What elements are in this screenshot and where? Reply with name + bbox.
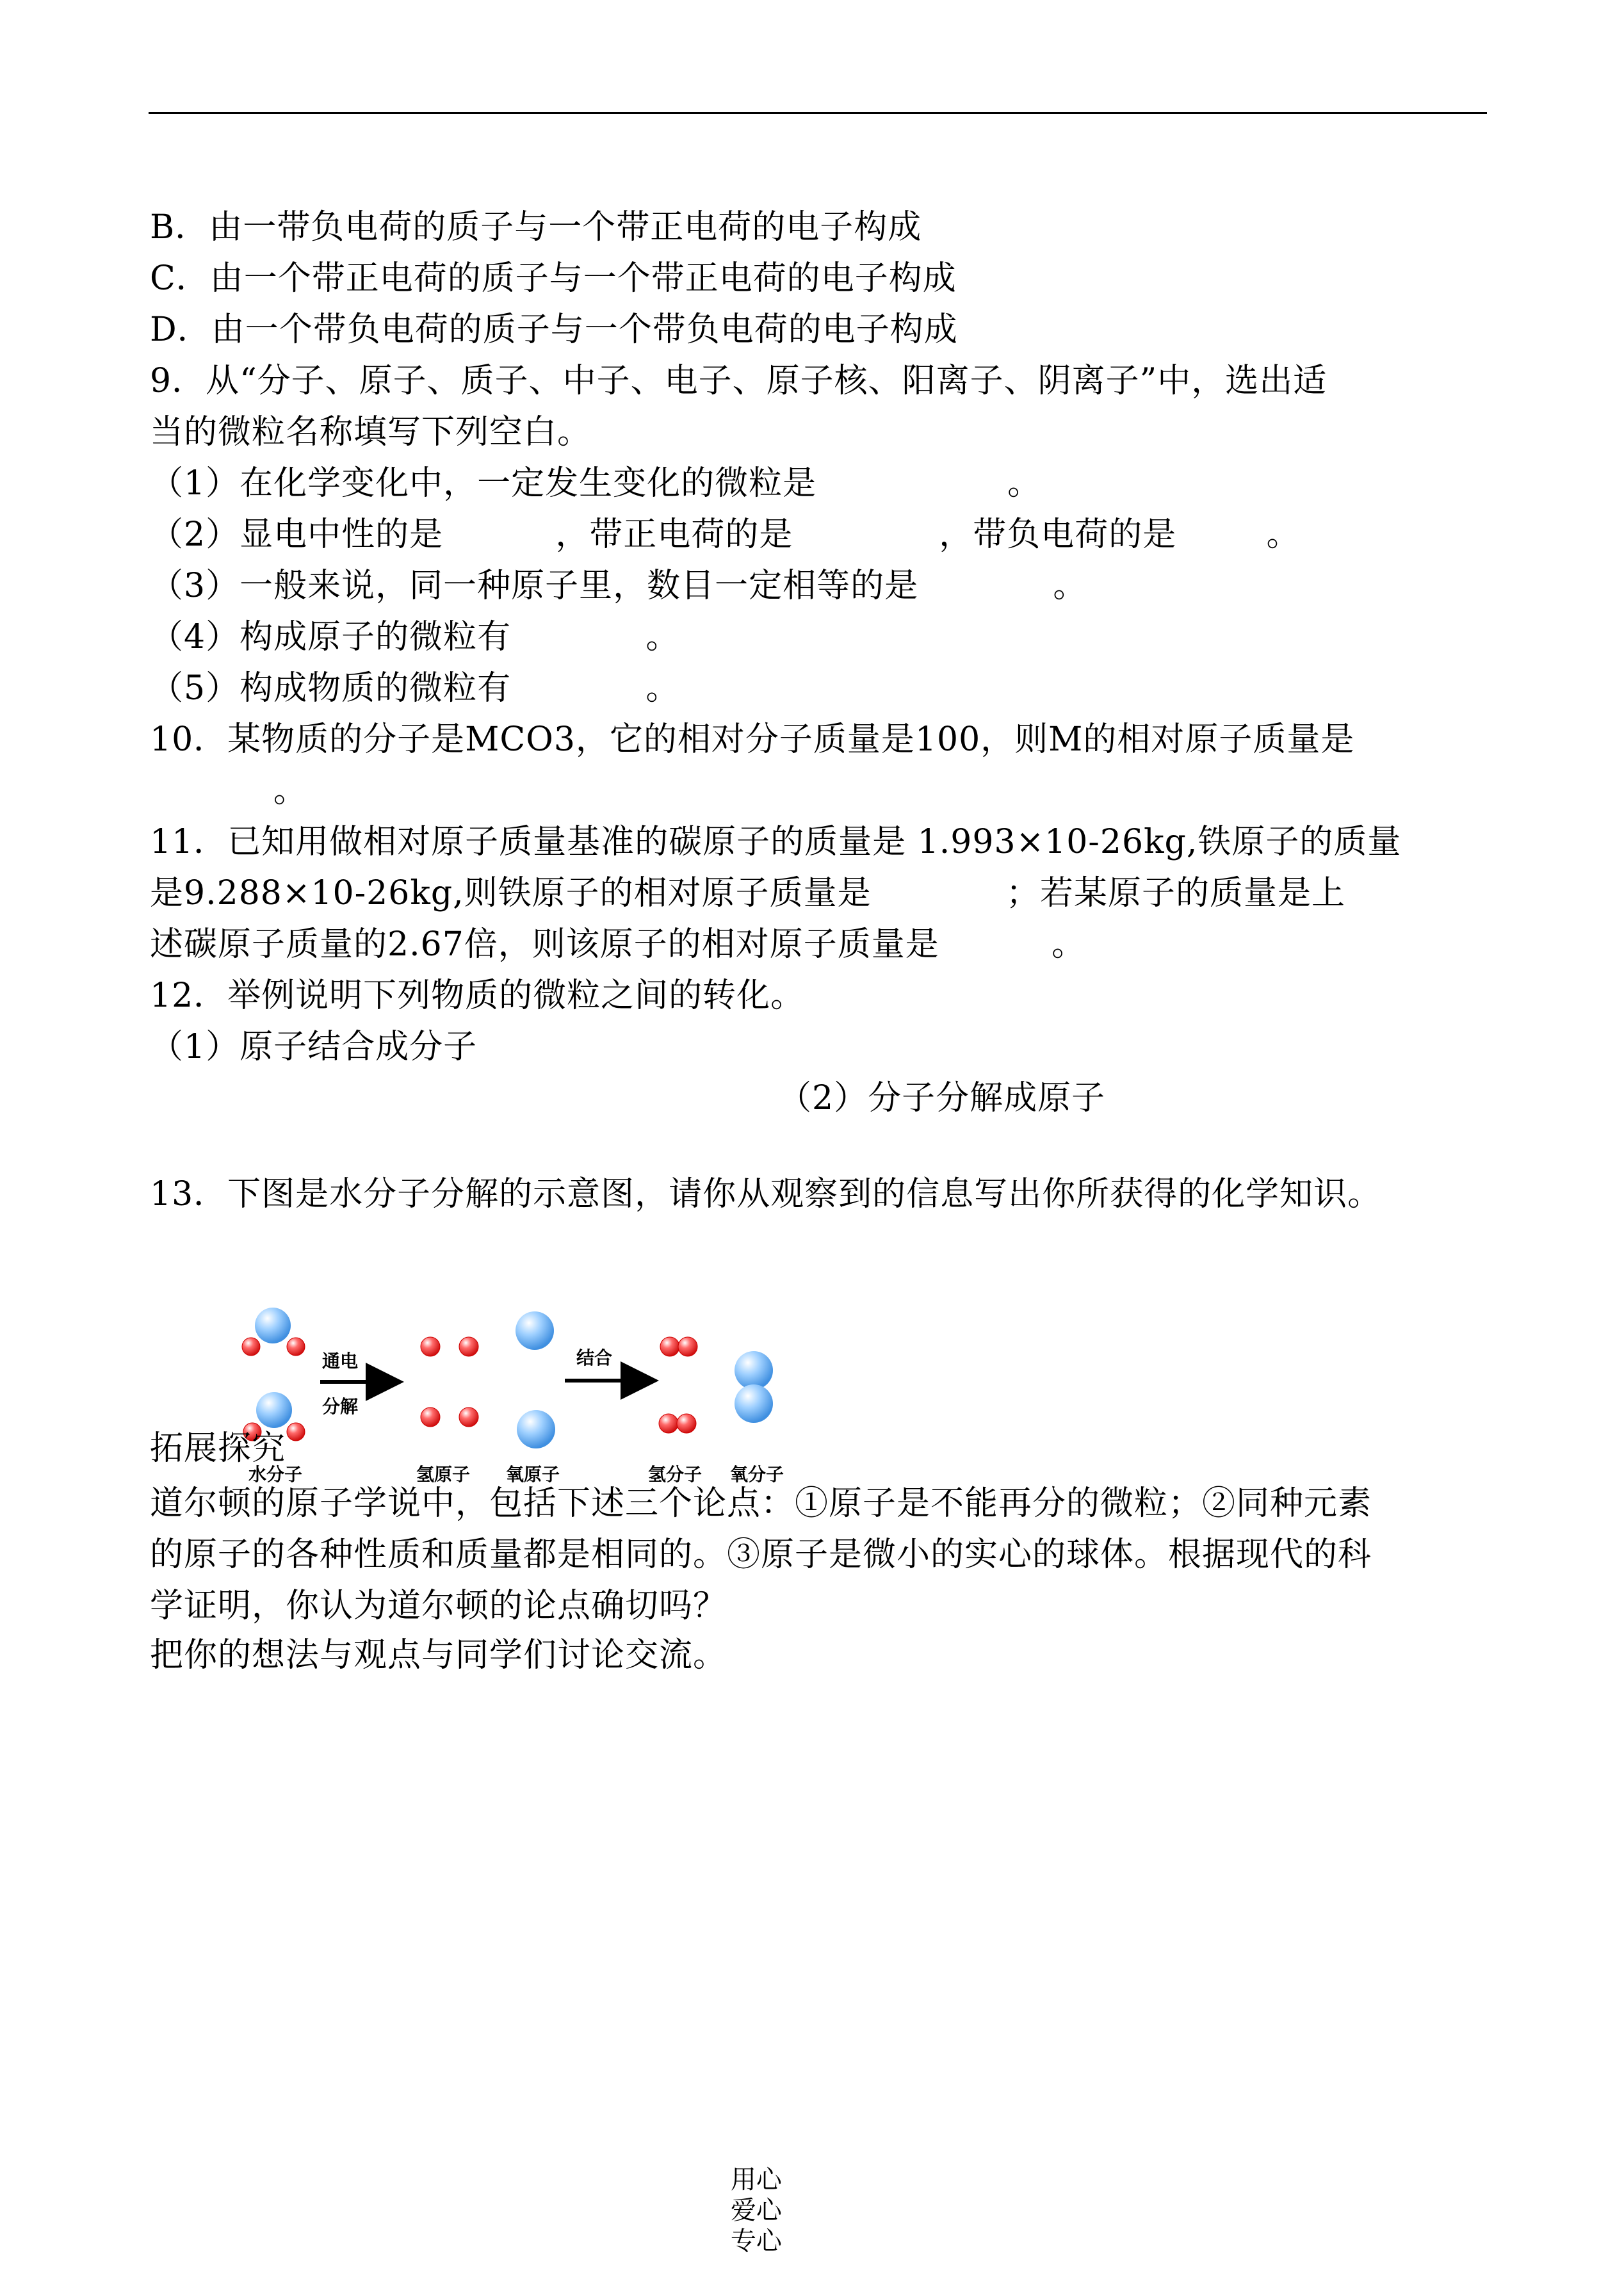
q9-part-2: （2）显电中性的是 ，带正电荷的是 ，带负电荷的是 。	[150, 515, 1301, 554]
oxygen-atom	[516, 1311, 554, 1350]
extension-para-1: 道尔顿的原子学说中，包括下述三个论点：①原子是不能再分的微粒；②同种元素	[150, 1484, 1372, 1523]
question-9: 9．从“分子、原子、质子、中子、电子、原子核、阳离子、阴离子”中，选出适	[150, 362, 1328, 400]
oxygen-atom	[517, 1410, 555, 1448]
hydrogen-molecule	[660, 1337, 697, 1356]
footer	[698, 2134, 815, 2287]
q9-part-5: （5）构成物质的微粒有 。	[150, 669, 680, 708]
label-water-molecule: 水分子	[248, 1464, 303, 1485]
hydrogen-atom	[287, 1338, 305, 1356]
option-b: B．由一带负电荷的质子与一个带正电荷的电子构成	[150, 208, 922, 247]
option-d: D．由一个带负电荷的质子与一个带负电荷的电子构成	[150, 311, 958, 349]
question-11: 11．已知用做相对原子质量基准的碳原子的质量是 1.993×10-26kg,铁原子的质量	[150, 823, 1402, 861]
footer-item: 爱心	[730, 2196, 782, 2225]
extension-para-2: 的原子的各种性质和质量都是相同的。③原子是微小的实心的球体。根据现代的科	[150, 1536, 1372, 1574]
q12-part-2: （2）分子分解成原子	[778, 1079, 1106, 1117]
option-c: C．由一个带正电荷的质子与一个带正电荷的电子构成	[150, 259, 957, 298]
oxygen-molecule	[735, 1351, 773, 1423]
hydrogen-atom	[287, 1423, 305, 1441]
water-molecule-top	[242, 1308, 305, 1356]
hydrogen-atom	[421, 1337, 440, 1356]
hydrogen-atom	[421, 1407, 440, 1427]
hydrogen-atom	[677, 1414, 696, 1433]
label-hydrogen-atom: 氢原子	[416, 1464, 471, 1485]
hydrogen-atom	[660, 1337, 679, 1356]
arrow1-top-label: 通电	[322, 1350, 359, 1372]
label-hydrogen-molecule: 氢分子	[648, 1464, 702, 1485]
question-10: 10．某物质的分子是MCO3，它的相对分子质量是100，则M的相对原子质量是	[150, 720, 1355, 759]
hydrogen-atom	[459, 1337, 478, 1356]
question-13: 13．下图是水分子分解的示意图，请你从观察到的信息写出你所获得的化学知识。	[150, 1175, 1382, 1213]
label-oxygen-molecule: 氧分子	[730, 1464, 784, 1485]
oxygen-atom	[255, 1308, 291, 1343]
question-11-cont: 是9.288×10-26kg,则铁原子的相对原子质量是 ；若某原子的质量是上	[150, 874, 1346, 912]
oxygen-atom	[256, 1392, 292, 1428]
oxygen-atom	[735, 1384, 773, 1423]
footer-item: 专心	[730, 2226, 782, 2256]
extension-heading: 拓展探究	[150, 1429, 286, 1468]
extension-para-4: 把你的想法与观点与同学们讨论交流。	[150, 1636, 727, 1675]
water-decomposition-diagram	[231, 1287, 820, 1498]
hydrogen-atom	[242, 1338, 260, 1356]
extension-para-3: 学证明，你认为道尔顿的论点确切吗？	[150, 1587, 727, 1625]
q9-part-4: （4）构成原子的微粒有 。	[150, 618, 680, 656]
oxygen-atom	[735, 1351, 773, 1390]
hydrogen-atom	[459, 1407, 478, 1427]
q9-part-3: （3）一般来说，同一种原子里，数目一定相等的是 。	[150, 567, 1087, 605]
header-rule	[149, 112, 1487, 114]
q12-part-1: （1）原子结合成分子	[150, 1028, 478, 1066]
arrow1-bottom-label: 分解	[322, 1396, 359, 1417]
label-oxygen-atom: 氧原子	[506, 1464, 560, 1485]
hydrogen-atom	[678, 1337, 697, 1356]
q9-part-1: （1）在化学变化中，一定发生变化的微粒是 。	[150, 464, 1042, 503]
question-12: 12．举例说明下列物质的微粒之间的转化。	[150, 977, 805, 1015]
hydrogen-molecule	[659, 1414, 696, 1433]
question-10-cont: 。	[150, 772, 307, 810]
question-11-cont-2: 述碳原子质量的2.67倍，则该原子的相对原子质量是 。	[150, 925, 1086, 964]
arrow2-top-label: 结合	[576, 1347, 613, 1368]
question-9-cont: 当的微粒名称填写下列空白。	[150, 413, 592, 451]
hydrogen-atom	[659, 1414, 678, 1433]
footer-item: 用心	[730, 2165, 782, 2194]
